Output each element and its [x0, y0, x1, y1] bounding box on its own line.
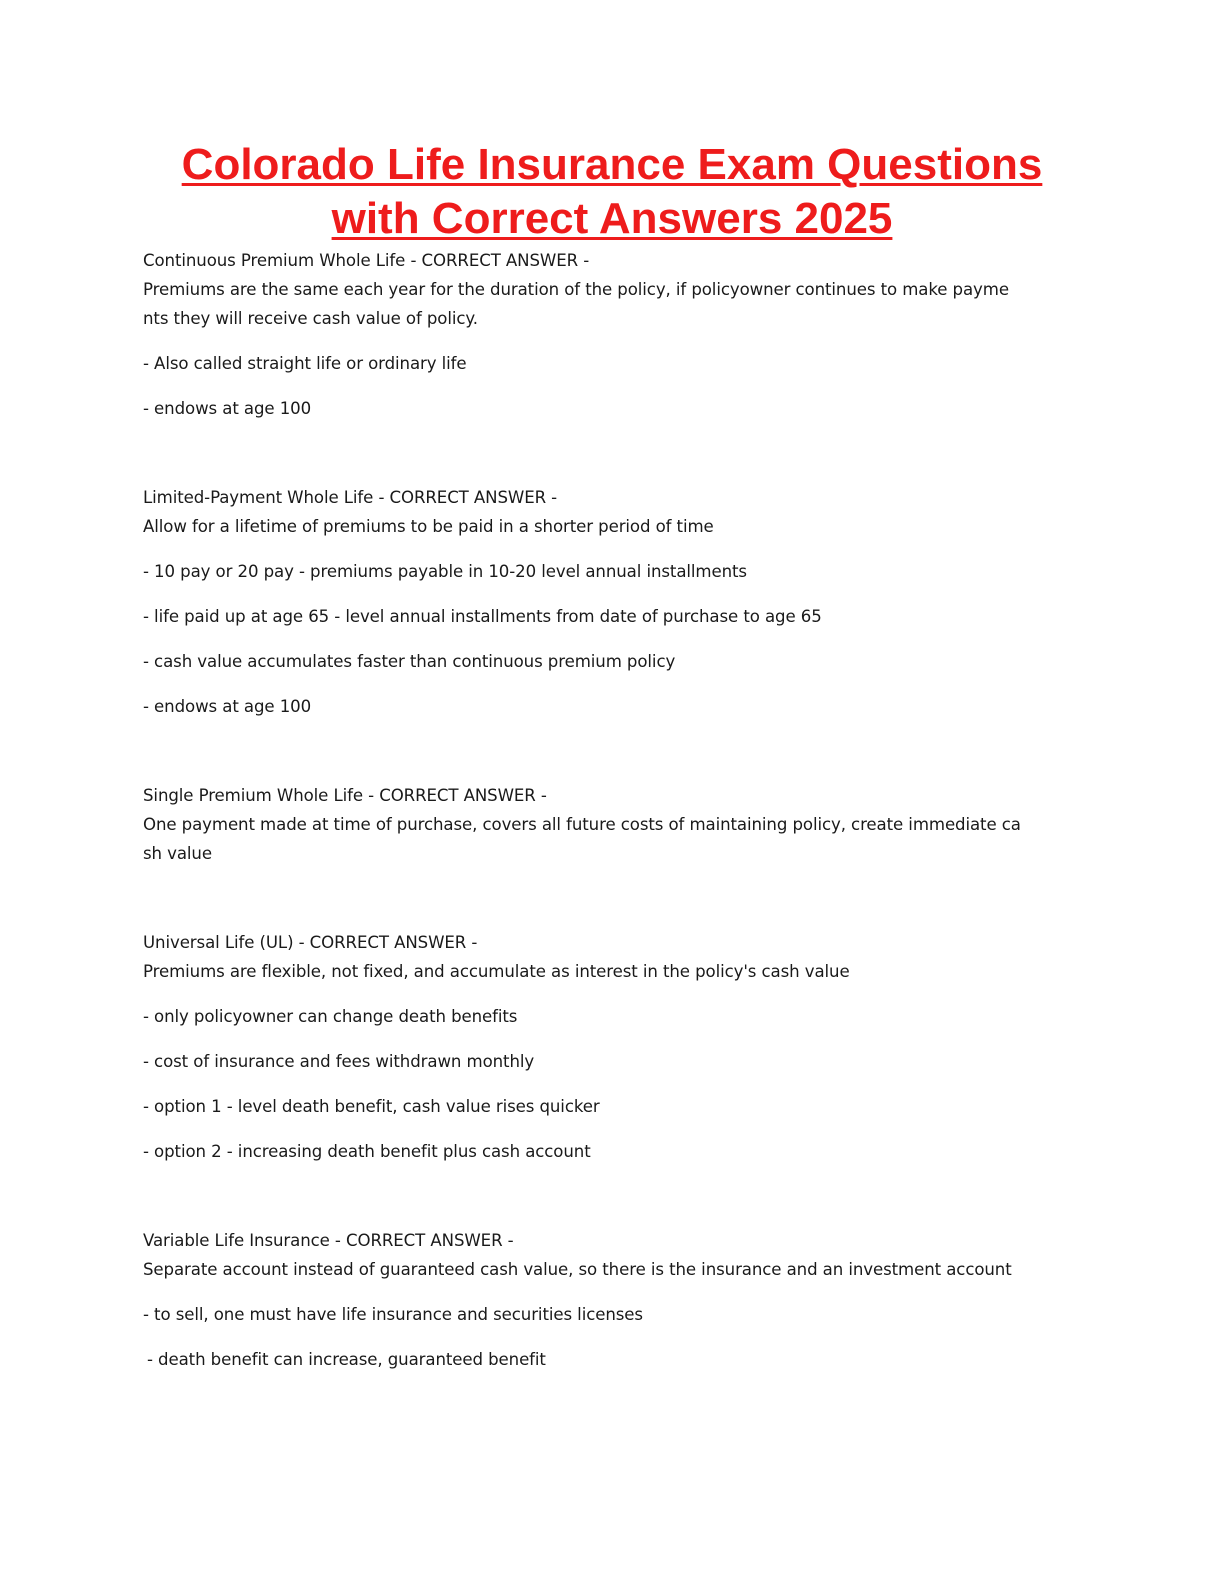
bullet-item: - endows at age 100	[143, 399, 312, 418]
qa-section-single-premium	[143, 781, 1078, 868]
title-line-2: with Correct Answers 2025	[331, 194, 893, 243]
bullet-item: - life paid up at age 65 - level annual installments from date of purchase to age 65	[143, 607, 822, 626]
bullet-item: - cost of insurance and fees withdrawn monthly	[143, 1052, 535, 1071]
question-heading: Single Premium Whole Life - CORRECT ANSWER -	[143, 786, 547, 805]
bullet-item: - cash value accumulates faster than continuous premium policy	[143, 652, 676, 671]
qa-section-universal-life	[143, 928, 1078, 1166]
title-line-1: Colorado Life Insurance Exam Questions	[181, 140, 1043, 189]
document-title	[0, 138, 1224, 246]
answer-line: Premiums are flexible, not fixed, and accumulate as interest in the policy's cash value	[143, 962, 850, 981]
bullet-item: - option 2 - increasing death benefit plus cash account	[143, 1142, 591, 1161]
question-heading: Continuous Premium Whole Life - CORRECT ANSWER -	[143, 251, 590, 270]
question-heading: Limited-Payment Whole Life - CORRECT ANSWER -	[143, 488, 558, 507]
answer-line: One payment made at time of purchase, covers all future costs of maintaining policy, create immediate ca	[143, 815, 1021, 834]
qa-section-limited-payment	[143, 483, 1078, 721]
qa-section-variable-life	[143, 1226, 1078, 1374]
answer-line: Separate account instead of guaranteed cash value, so there is the insurance and an investment account	[143, 1260, 1012, 1279]
bullet-item: - death benefit can increase, guaranteed benefit	[147, 1350, 546, 1369]
document-body	[143, 246, 1078, 1374]
answer-line: Allow for a lifetime of premiums to be paid in a shorter period of time	[143, 517, 714, 536]
bullet-item: - only policyowner can change death benefits	[143, 1007, 518, 1026]
qa-section-continuous-premium	[143, 246, 1078, 423]
bullet-item: - 10 pay or 20 pay - premiums payable in 10-20 level annual installments	[143, 562, 747, 581]
bullet-item: - endows at age 100	[143, 697, 312, 716]
question-heading: Variable Life Insurance - CORRECT ANSWER -	[143, 1231, 514, 1250]
question-heading: Universal Life (UL) - CORRECT ANSWER -	[143, 933, 478, 952]
bullet-item: - Also called straight life or ordinary life	[143, 354, 467, 373]
answer-line: nts they will receive cash value of policy.	[143, 309, 478, 328]
bullet-item: - option 1 - level death benefit, cash value rises quicker	[143, 1097, 600, 1116]
answer-line: Premiums are the same each year for the duration of the policy, if policyowner continues to make payme	[143, 280, 1009, 299]
bullet-item: - to sell, one must have life insurance and securities licenses	[143, 1305, 643, 1324]
answer-line: sh value	[143, 844, 212, 863]
